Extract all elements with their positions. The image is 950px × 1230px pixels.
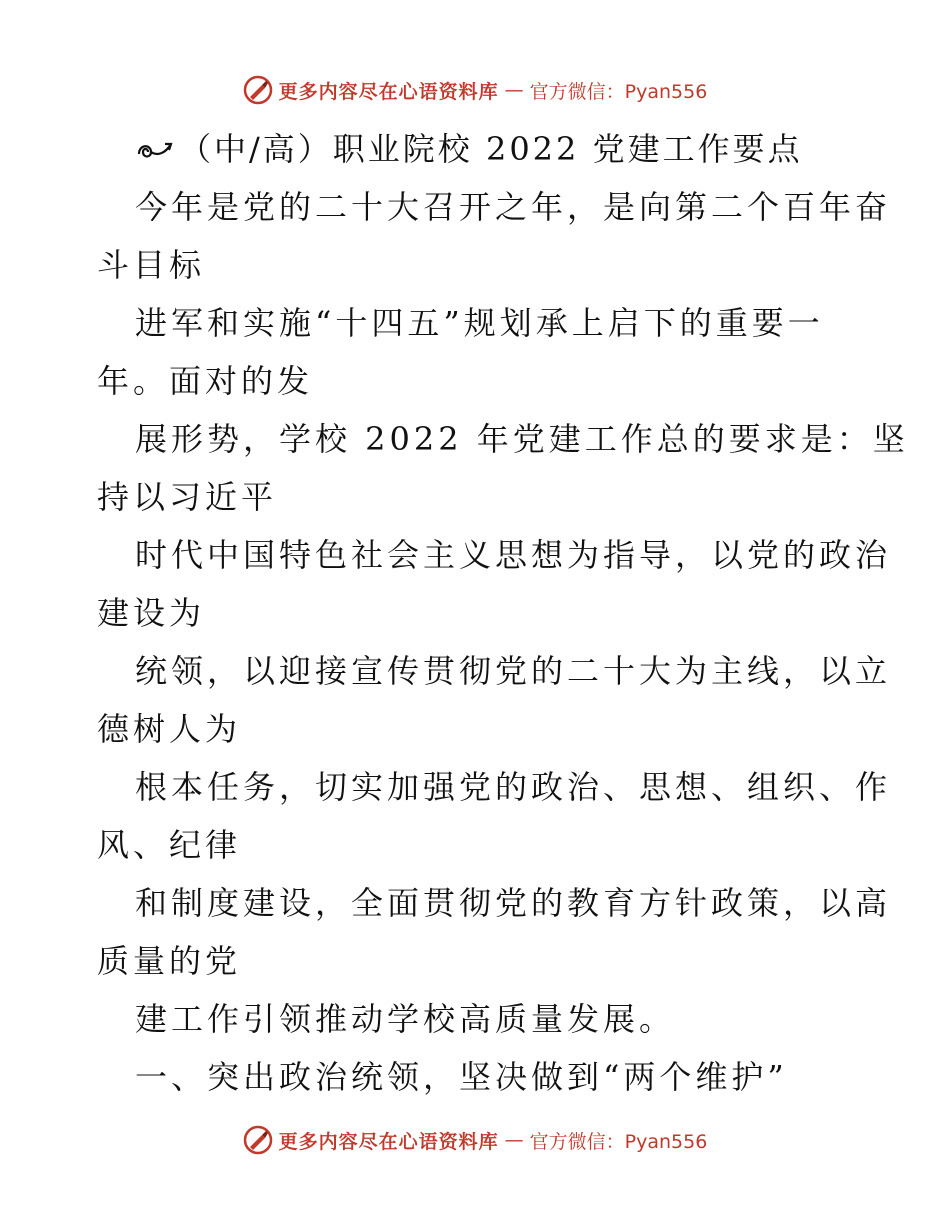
watermark-text: 更多内容尽在心语资料库 — [278, 80, 499, 103]
footer-watermark — [0, 1120, 950, 1160]
paragraph-lines — [97, 178, 909, 1106]
text-line: 根本任务，切实加强党的政治、思想、组织、作 — [135, 768, 892, 806]
pen-logo-icon — [243, 75, 273, 105]
text-line: 风、纪律 — [97, 826, 242, 864]
text-line: 统领，以迎接宣传贯彻党的二十大为主线，以立 — [135, 652, 892, 690]
text-line: 展形势，学校 2022 年党建工作总的要求是：坚 — [135, 420, 909, 458]
text-line: 和制度建设，全面贯彻党的教育方针政策，以高 — [135, 884, 892, 922]
watermark-contact: 官方微信：Pyan556 — [529, 80, 708, 103]
text-line: 时代中国特色社会主义思想为指导，以党的政治 — [135, 536, 892, 574]
text-line: 今年是党的二十大召开之年，是向第二个百年奋 — [135, 188, 892, 226]
document-title-row — [97, 120, 857, 178]
text-line: 持以习近平 — [97, 478, 278, 516]
watermark-separator: — — [504, 1129, 524, 1151]
watermark-text: 更多内容尽在心语资料库 — [278, 1130, 499, 1153]
text-line: 质量的党 — [97, 942, 242, 980]
document-body — [97, 120, 909, 1106]
swirl-ornament-icon — [135, 134, 175, 164]
text-line: 进军和实施“十四五”规划承上启下的重要一 — [135, 304, 824, 342]
pen-logo-icon — [243, 1125, 273, 1155]
text-line: 德树人为 — [97, 710, 242, 748]
document-title: （中/高）职业院校 2022 党建工作要点 — [179, 130, 803, 168]
watermark-contact: 官方微信：Pyan556 — [529, 1130, 708, 1153]
text-line: 一、突出政治统领，坚决做到“两个维护” — [135, 1058, 788, 1096]
text-line: 斗目标 — [97, 246, 206, 284]
header-watermark — [0, 70, 950, 110]
text-line: 建工作引领推动学校高质量发展。 — [135, 1000, 676, 1038]
text-line: 年。面对的发 — [97, 362, 314, 400]
text-line: 建设为 — [97, 594, 206, 632]
watermark-separator: — — [504, 79, 524, 101]
